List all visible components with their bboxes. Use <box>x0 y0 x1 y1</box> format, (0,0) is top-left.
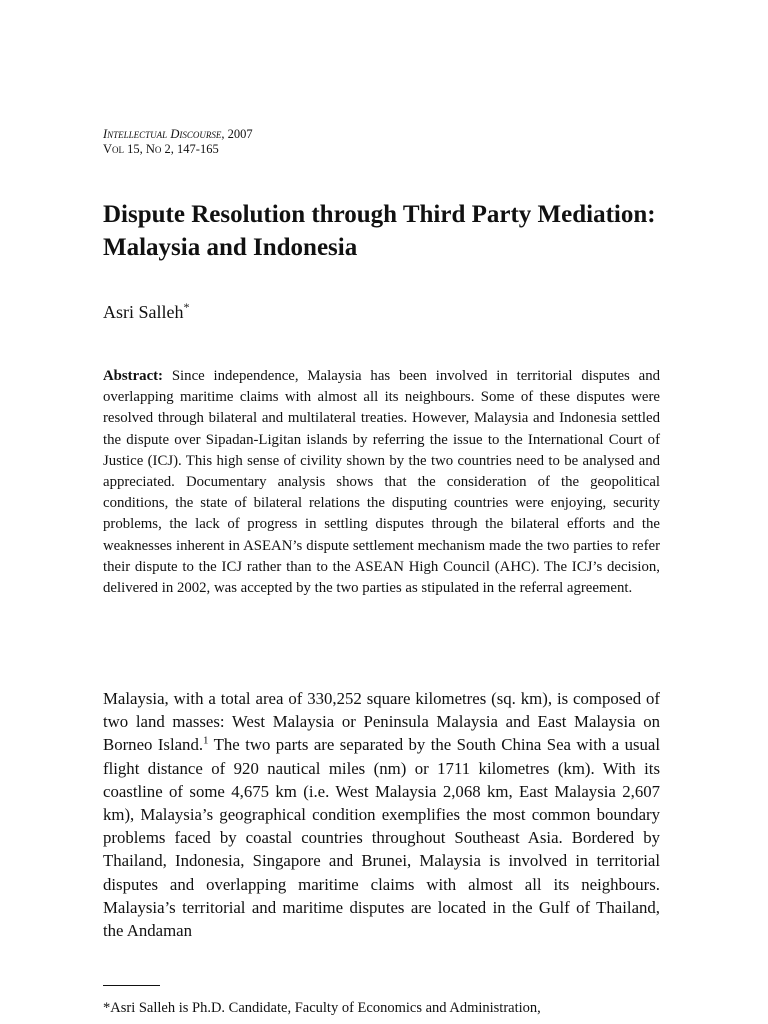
journal-volume: Vol 15, No 2, 147-165 <box>103 142 219 156</box>
body-text-part1: Malaysia, with a total area of 330,252 square kilometres (sq. km), is composed of two land masses: West Malaysia or Peninsula Malaysia and East Malaysia on Borneo Island. <box>103 689 660 755</box>
footnote-divider <box>103 985 160 986</box>
journal-year: , 2007 <box>221 127 253 141</box>
body-paragraph <box>103 687 660 942</box>
footnote: *Asri Salleh is Ph.D. Candidate, Faculty of Economics and Administration, <box>103 1000 541 1016</box>
abstract-text: Since independence, Malaysia has been involved in territorial disputes and overlapping maritime claims with almost all its neighbours. Some of these disputes were resolved through bilateral and multilateral treaties. However, Malaysia and Indonesia settled the dispute over Sipadan-Ligitan islands by referring the issue to the International Court of Justice (ICJ). This high sense of civility shown by the two countries need to be analysed and appreciated. Documentary analysis shows that the consideration of the geopolitical conditions, the state of bilateral relations the disputing countries were enjoying, security problems, the lack of progress in settling disputes through the bilateral efforts and the weaknesses inherent in ASEAN’s dispute settlement mechanism made the two parties to refer their dispute to the ICJ rather than to the ASEAN High Council (AHC). The ICJ’s decision, delivered in 2002, was accepted by the two parties as stipulated in the referral agreement. <box>103 368 660 597</box>
abstract <box>103 366 660 599</box>
body-text-part2: The two parts are separated by the South China Sea with a usual flight distance of 920 nautical miles (nm) or 1711 kilometres (km). With its coastline of some 4,675 km (i.e. West Malaysia 2,068 km, East Malaysia 2,607 km), Malaysia’s geographical condition exemplifies the most common boundary problems faced by coastal countries throughout Southeast Asia. Bordered by Thailand, Indonesia, Singapore and Brunei, Malaysia is involved in territorial disputes and overlapping maritime claims with almost all its neighbours. Malaysia’s territorial and maritime disputes are located in the Gulf of Thailand, the Andaman <box>103 735 660 941</box>
journal-name-line <box>103 127 253 142</box>
journal-header <box>103 127 253 157</box>
footnote-reference[interactable]: 1 <box>203 734 209 747</box>
journal-name: Intellectual Discourse <box>103 127 222 141</box>
abstract-label: Abstract: <box>103 368 163 384</box>
article-title: Dispute Resolution through Third Party Mediation: Malaysia and Indonesia <box>103 201 656 261</box>
author-name: Asri Salleh <box>103 302 184 322</box>
author-line <box>103 300 190 323</box>
author-footnote-mark: * <box>183 300 190 314</box>
